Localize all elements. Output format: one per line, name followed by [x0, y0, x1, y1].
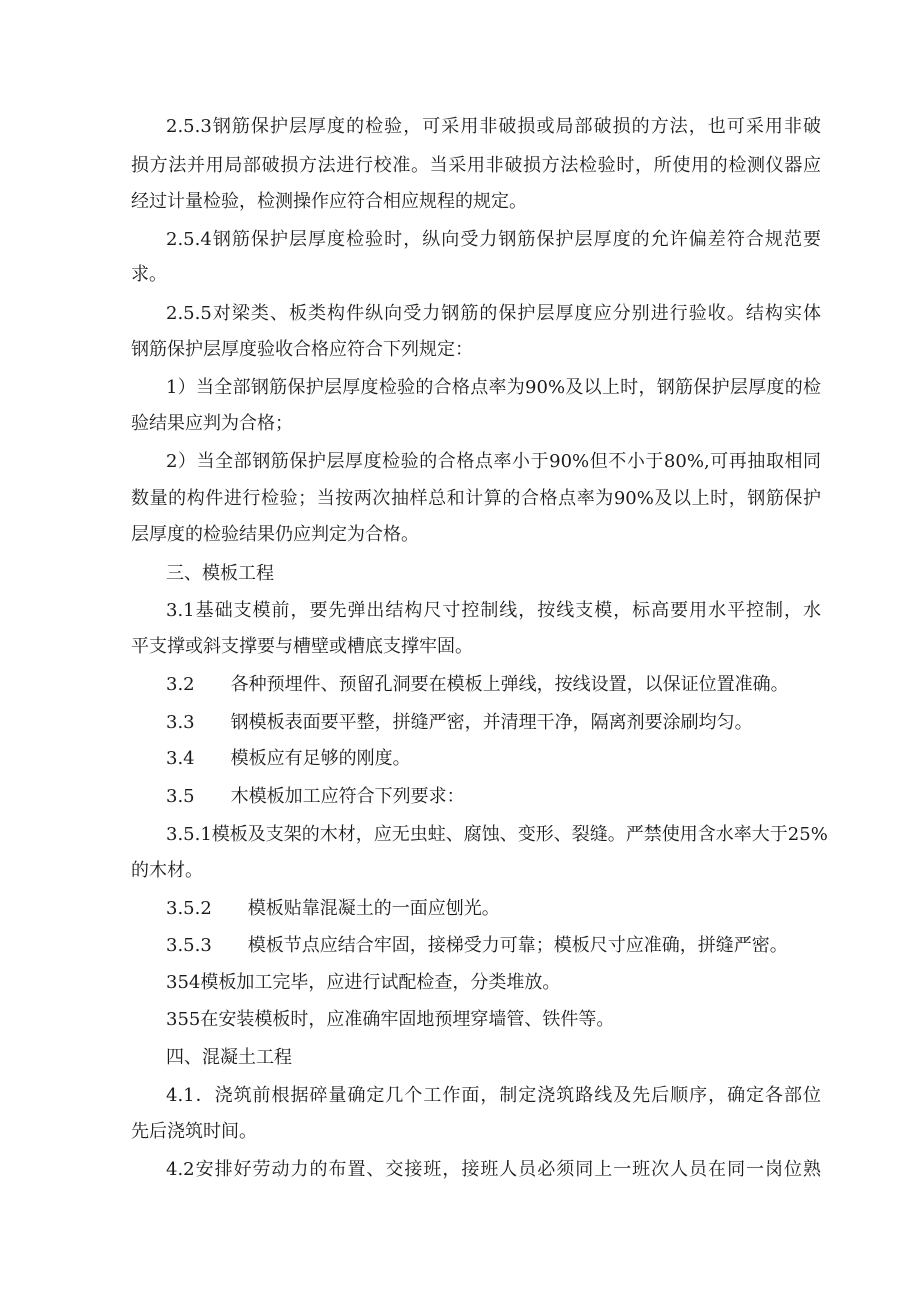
- paragraph-line: 3.5.3 模板节点应结合牢固，接梯受力可靠；模板尺寸应准确，拼缝严密。: [166, 935, 788, 956]
- paragraph-line: 354模板加工完毕，应进行试配检查，分类堆放。: [166, 972, 561, 993]
- section-heading: 三、模板工程: [166, 563, 274, 584]
- paragraph-line: 3.1基础支模前，要先弹出结构尺寸控制线，按线支模，标高要用水平控制，水: [166, 600, 821, 621]
- list-item-line: 1）当全部钢筋保护层厚度检验的合格点率为90%及以上时，钢筋保护层厚度的检: [166, 377, 821, 398]
- paragraph-line: 3.3 钢模板表面要平整，拼缝严密，并清理干净，隔离剂要涂刷均匀。: [166, 712, 753, 733]
- paragraph-line: 2.5.5对梁类、板类构件纵向受力钢筋的保护层厚度应分别进行验收。结构实体: [166, 303, 821, 324]
- list-item-line: 验结果应判为合格；: [131, 413, 293, 434]
- paragraph-line: 钢筋保护层厚度验收合格应符合下列规定：: [131, 339, 473, 360]
- paragraph-line: 经过计量检验，检测操作应符合相应规程的规定。: [131, 191, 527, 212]
- paragraph-line: 4.2安排好劳动力的布置、交接班，接班人员必须同上一班次人员在同一岗位熟: [166, 1159, 821, 1180]
- paragraph-line: 损方法并用局部破损方法进行校准。当采用非破损方法检验时，所使用的检测仪器应: [131, 155, 821, 176]
- paragraph-line: 的木材。: [131, 860, 203, 881]
- list-item-line: 层厚度的检验结果仍应判定为合格。: [131, 524, 419, 545]
- paragraph-line: 先后浇筑时间。: [131, 1121, 257, 1142]
- paragraph-line: 4.1．浇筑前根据碎量确定几个工作面，制定浇筑路线及先后顺序，确定各部位: [166, 1085, 821, 1106]
- paragraph-line: 355在安装模板时，应准确牢固地预埋穿墙管、铁件等。: [166, 1009, 615, 1030]
- paragraph-line: 3.4 模板应有足够的刚度。: [166, 748, 411, 769]
- paragraph-line: 求。: [131, 264, 167, 285]
- paragraph-line: 2.5.3钢筋保护层厚度的检验，可采用非破损或局部破损的方法，也可采用非破: [166, 116, 821, 137]
- paragraph-line: 平支撑或斜支撑要与槽壁或槽底支撑牢固。: [131, 636, 473, 657]
- paragraph-line: 3.5.1模板及支架的木材，应无虫蛀、腐蚀、变形、裂缝。严禁使用含水率大于25%: [166, 824, 828, 845]
- paragraph-line: 2.5.4钢筋保护层厚度检验时，纵向受力钢筋保护层厚度的允许偏差符合规范要: [166, 229, 821, 250]
- paragraph-line: 3.5.2 模板贴靠混凝土的一面应刨光。: [166, 898, 500, 919]
- list-item-line: 2）当全部钢筋保护层厚度检验的合格点率小于90%但不小于80%,可再抽取相同: [166, 451, 821, 472]
- list-item-line: 数量的构件进行检验；当按两次抽样总和计算的合格点率为90%及以上时，钢筋保护: [131, 488, 821, 509]
- paragraph-line: 3.5 木模板加工应符合下列要求：: [166, 786, 465, 807]
- section-heading: 四、混凝土工程: [166, 1047, 292, 1068]
- paragraph-line: 3.2 各种预埋件、预留孔洞要在模板上弹线，按线设置，以保证位置准确。: [166, 674, 789, 695]
